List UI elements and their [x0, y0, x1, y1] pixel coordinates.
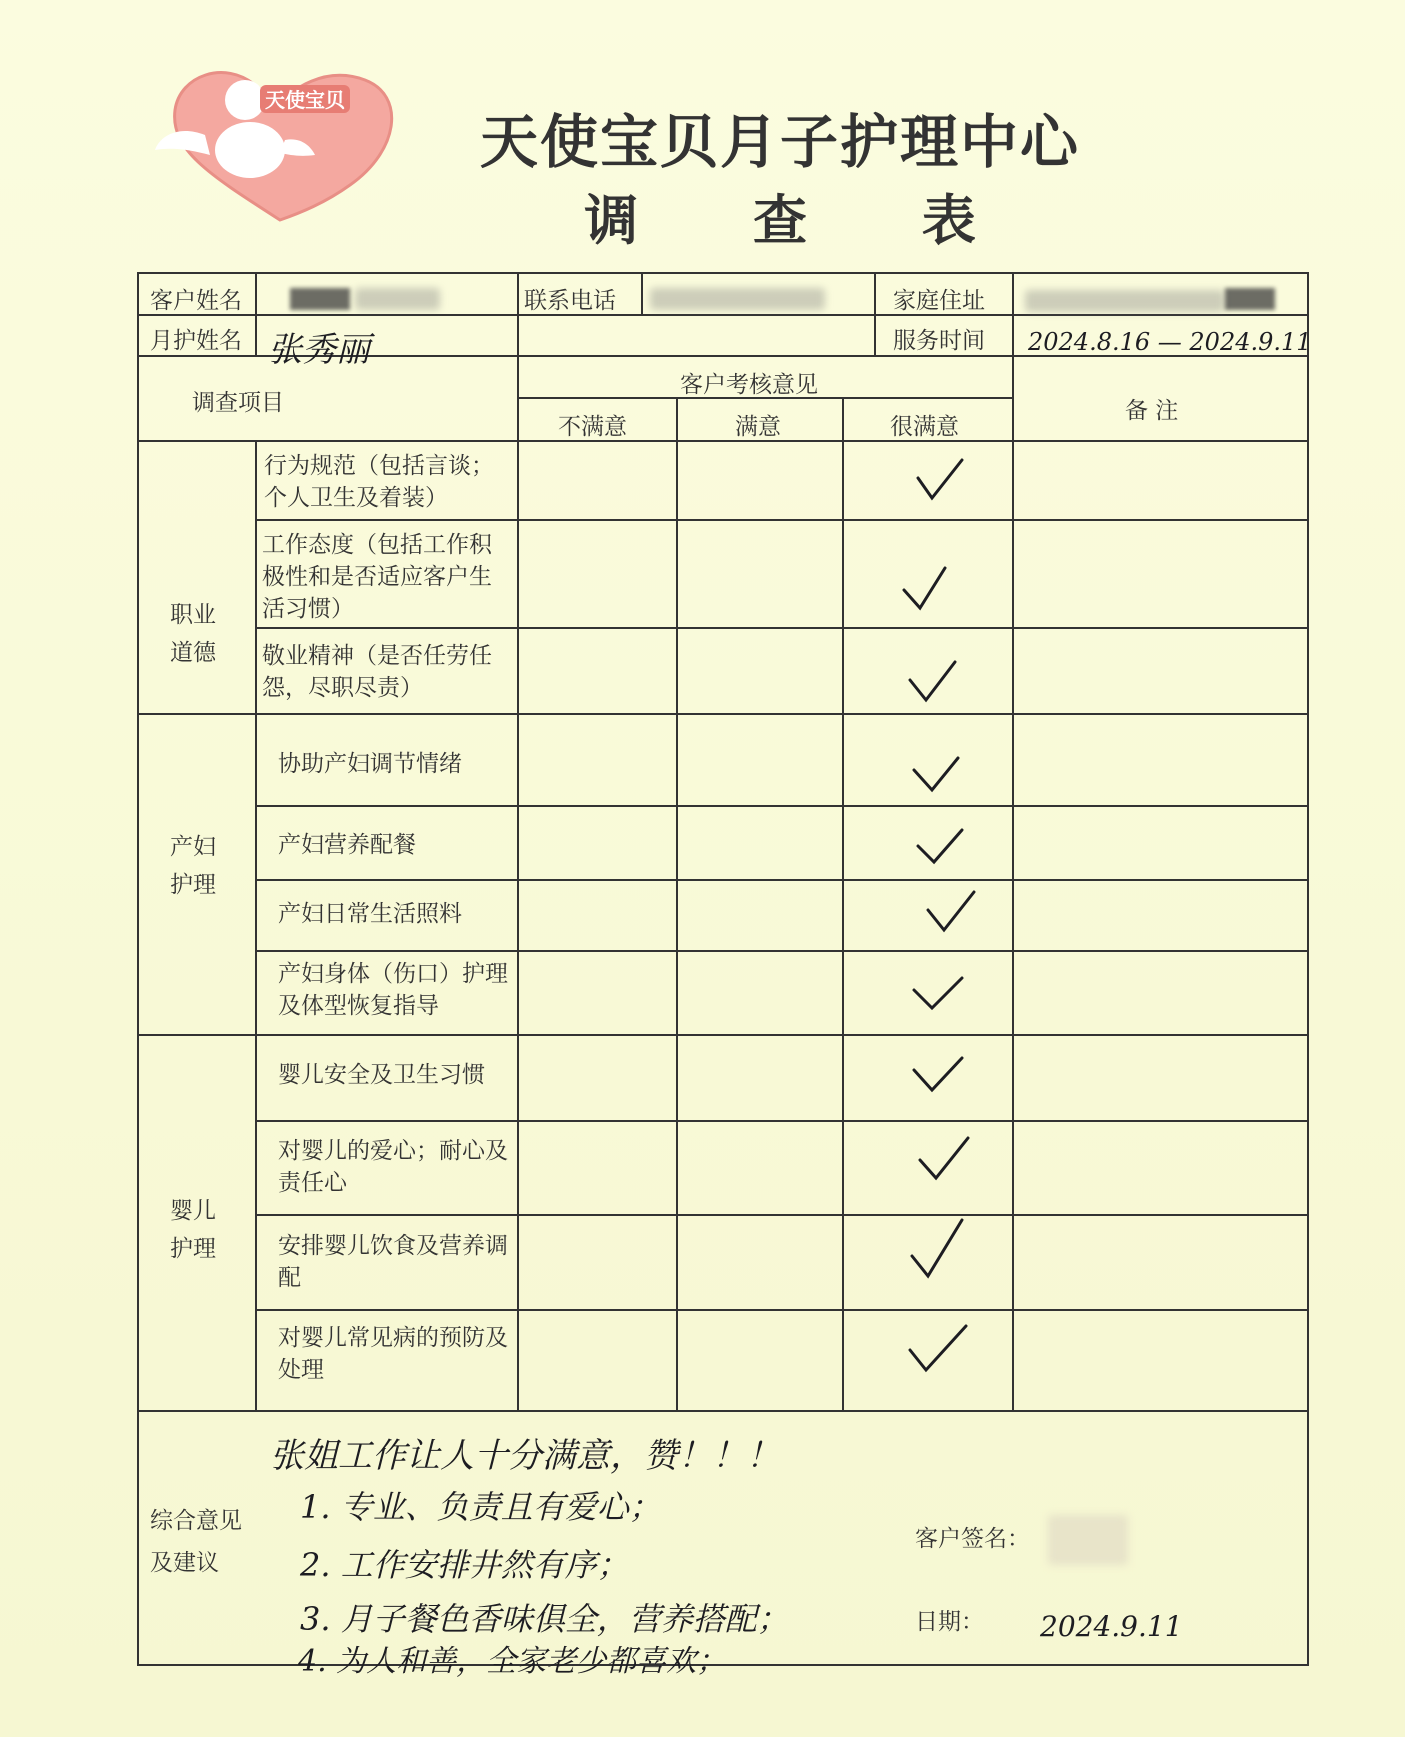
item-behavior: 行为规范（包括言谈；个人卫生及着装）	[264, 453, 494, 511]
check-icon	[910, 1326, 966, 1370]
check-icon	[910, 662, 955, 700]
address-label: 家庭住址	[893, 288, 985, 314]
item-body-recovery: 产妇身体（伤口）护理及体型恢复指导	[278, 961, 508, 1019]
item-attitude: 工作态度（包括工作积极性和是否适应客户生活习惯）	[262, 532, 492, 622]
category-ethics: 职业 道德	[170, 602, 216, 666]
item-nutrition: 产妇营养配餐	[278, 832, 416, 858]
summary-line-0: 张姐工作让人十分满意，赞！！！	[270, 1436, 780, 1476]
center-title: 天使宝贝月子护理中心	[479, 108, 1080, 176]
col-very-satisfied: 很满意	[890, 414, 959, 440]
check-icon	[914, 1058, 962, 1090]
service-time-label: 服务时间	[893, 328, 985, 354]
category-mother-care: 产妇 护理	[170, 834, 216, 898]
signature-label: 客户签名：	[915, 1526, 1030, 1552]
remarks-label: 备 注	[1125, 398, 1179, 424]
nurse-name-value: 张秀丽	[268, 330, 370, 370]
col-unsatisfied: 不满意	[558, 414, 627, 440]
item-baby-feeding: 安排婴儿饮食及营养调配	[278, 1233, 508, 1291]
summary-line-1: 1. 专业、负责且有爱心；	[300, 1488, 661, 1526]
date-value: 2024.9.11	[1040, 1610, 1183, 1643]
check-icon	[918, 830, 962, 862]
category-baby-care: 婴儿 护理	[170, 1198, 216, 1262]
nurse-name-label: 月护姓名	[150, 328, 242, 354]
summary-line-4: 4. 为人和善，全家老少都喜欢；	[298, 1644, 727, 1679]
signature-redacted	[1048, 1515, 1128, 1565]
summary-label: 综合意见 及建议	[150, 1508, 242, 1576]
phone-label: 联系电话	[524, 288, 616, 314]
form-title: 调 查 表	[584, 189, 1024, 252]
logo-text: 天使宝贝	[265, 88, 345, 112]
check-icon	[914, 978, 962, 1008]
item-baby-safety: 婴儿安全及卫生习惯	[278, 1062, 485, 1088]
check-icon	[914, 758, 958, 790]
item-mood: 协助产妇调节情绪	[278, 751, 462, 777]
item-baby-illness: 对婴儿常见病的预防及处理	[278, 1325, 508, 1383]
service-time-value: 2024.8.16 — 2024.9.11	[1028, 328, 1312, 356]
check-icon	[920, 1138, 968, 1178]
check-icon	[928, 892, 974, 930]
col-satisfied: 满意	[735, 414, 781, 440]
item-baby-love: 对婴儿的爱心；耐心及责任心	[278, 1138, 508, 1196]
item-daily-care: 产妇日常生活照料	[278, 901, 462, 927]
customer-name-label: 客户姓名	[150, 288, 242, 314]
survey-items-label: 调查项目	[192, 390, 284, 416]
check-icon	[904, 568, 945, 608]
opinion-header: 客户考核意见	[680, 372, 818, 398]
summary-line-2: 2. 工作安排井然有序；	[300, 1546, 629, 1584]
summary-line-3: 3. 月子餐色香味俱全，营养搭配；	[300, 1600, 789, 1638]
check-icon	[918, 460, 962, 498]
check-icon	[912, 1220, 962, 1276]
date-label: 日期：	[915, 1609, 984, 1635]
item-dedication: 敬业精神（是否任劳任怨，尽职尽责）	[262, 643, 492, 701]
